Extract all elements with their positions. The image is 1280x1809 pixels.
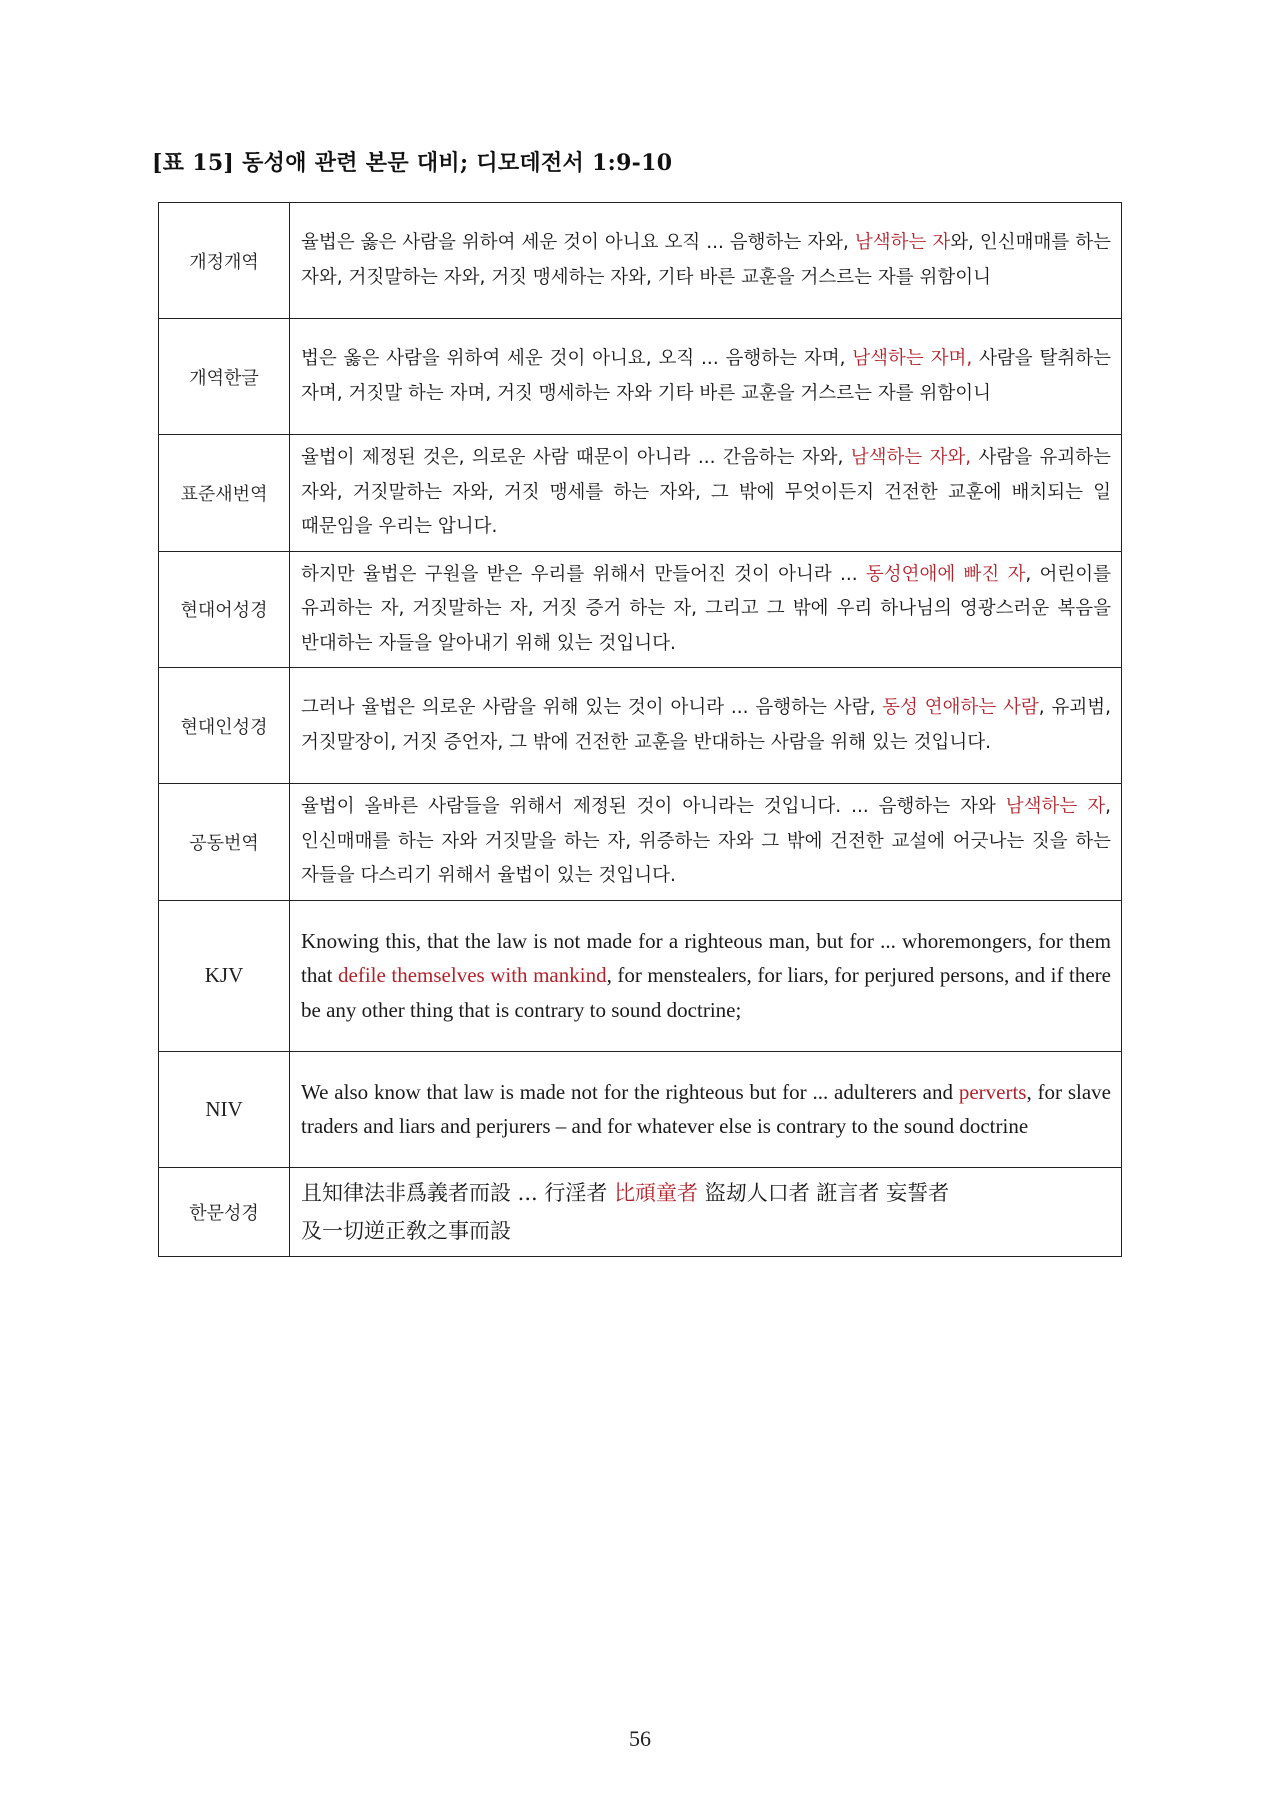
verse-text: Knowing this, that the law is not made for a righteous man, but for ... whoremongers, for them that defile themselves with mankind, for menstealers, for liars, for perjured persons, and if there be any other thing that is contrary to sound doctrine; (290, 900, 1122, 1051)
highlighted-phrase: 동성 연애하는 사람 (882, 697, 1039, 718)
version-label: 한문성경 (159, 1167, 290, 1256)
table-row (159, 900, 1122, 1051)
highlighted-phrase: 남색하는 자며, (852, 348, 973, 369)
table-caption: [표 15] 동성애 관련 본문 대비; 디모데전서 1:9-10 (152, 150, 673, 176)
version-label: 표준새번역 (159, 435, 290, 552)
version-label: KJV (159, 900, 290, 1051)
table-row (159, 551, 1122, 668)
table-row (159, 784, 1122, 901)
highlighted-phrase: 比頑童者 (614, 1180, 699, 1205)
highlighted-phrase: defile themselves with mankind (338, 963, 607, 988)
verse-text: 율법이 올바른 사람들을 위해서 제정된 것이 아니라는 것입니다. ... 음행하는 자와 남색하는 자, 인신매매를 하는 자와 거짓말을 하는 자, 위증하는 자와 그 밖에 건전한 교설에 어긋나는 짓을 하는 자들을 다스리기 위해서 율법이 있는 것입니다. (290, 784, 1122, 901)
table-row (159, 319, 1122, 435)
verse-text: We also know that law is made not for the righteous but for ... adulterers and perverts, for slave traders and liars and perjurers – and for whatever else is contrary to the sound doctrine (290, 1051, 1122, 1167)
highlighted-phrase: 남색하는 자 (1005, 796, 1106, 817)
highlighted-phrase: perverts (958, 1079, 1027, 1104)
translation-comparison-table (158, 202, 1122, 1257)
table-row (159, 1167, 1122, 1256)
verse-text: 법은 옳은 사람을 위하여 세운 것이 아니요, 오직 ... 음행하는 자며, 남색하는 자며, 사람을 탈취하는 자며, 거짓말 하는 자며, 거짓 맹세하는 자와 기타 바른 교훈을 거스르는 자를 위함이니 (290, 319, 1122, 435)
verse-text: 그러나 율법은 의로운 사람을 위해 있는 것이 아니라 ... 음행하는 사람, 동성 연애하는 사람, 유괴범, 거짓말장이, 거짓 증언자, 그 밖에 건전한 교훈을 반대하는 사람을 위해 있는 것입니다. (290, 668, 1122, 784)
version-label: 현대인성경 (159, 668, 290, 784)
version-label: 현대어성경 (159, 551, 290, 668)
highlighted-phrase: 동성연애에 빠진 자 (865, 563, 1026, 585)
version-label: 공동번역 (159, 784, 290, 901)
verse-text: 且知律法非爲義者而設 ... 行淫者 比頑童者 盜刼人口者 誑言者 妄誓者 及一切逆正敎之事而設 (290, 1167, 1122, 1256)
verse-text: 율법은 옳은 사람을 위하여 세운 것이 아니요 오직 ... 음행하는 자와, 남색하는 자와, 인신매매를 하는 자와, 거짓말하는 자와, 거짓 맹세하는 자와, 기타 바른 교훈을 거스르는 자를 위함이니 (290, 203, 1122, 319)
version-label: NIV (159, 1051, 290, 1167)
highlighted-phrase: 남색하는 자와, (850, 447, 972, 468)
verse-text: 하지만 율법은 구원을 받은 우리를 위해서 만들어진 것이 아니라 ... 동성연애에 빠진 자, 어린이를 유괴하는 자, 거짓말하는 자, 거짓 증거 하는 자, 그리고 그 밖에 우리 하나님의 영광스러운 복음을 반대하는 자들을 알아내기 위해 있는 것입니다. (290, 551, 1122, 668)
version-label: 개정개역 (159, 203, 290, 319)
verse-text: 율법이 제정된 것은, 의로운 사람 때문이 아니라 ... 간음하는 자와, 남색하는 자와, 사람을 유괴하는 자와, 거짓말하는 자와, 거짓 맹세를 하는 자와, 그 밖에 무엇이든지 건전한 교훈에 배치되는 일 때문임을 우리는 압니다. (290, 435, 1122, 552)
table-row (159, 203, 1122, 319)
table-row (159, 435, 1122, 552)
version-label: 개역한글 (159, 319, 290, 435)
table-row (159, 668, 1122, 784)
page-number: 56 (629, 1726, 651, 1751)
table-row (159, 1051, 1122, 1167)
highlighted-phrase: 남색하는 자 (854, 232, 951, 253)
